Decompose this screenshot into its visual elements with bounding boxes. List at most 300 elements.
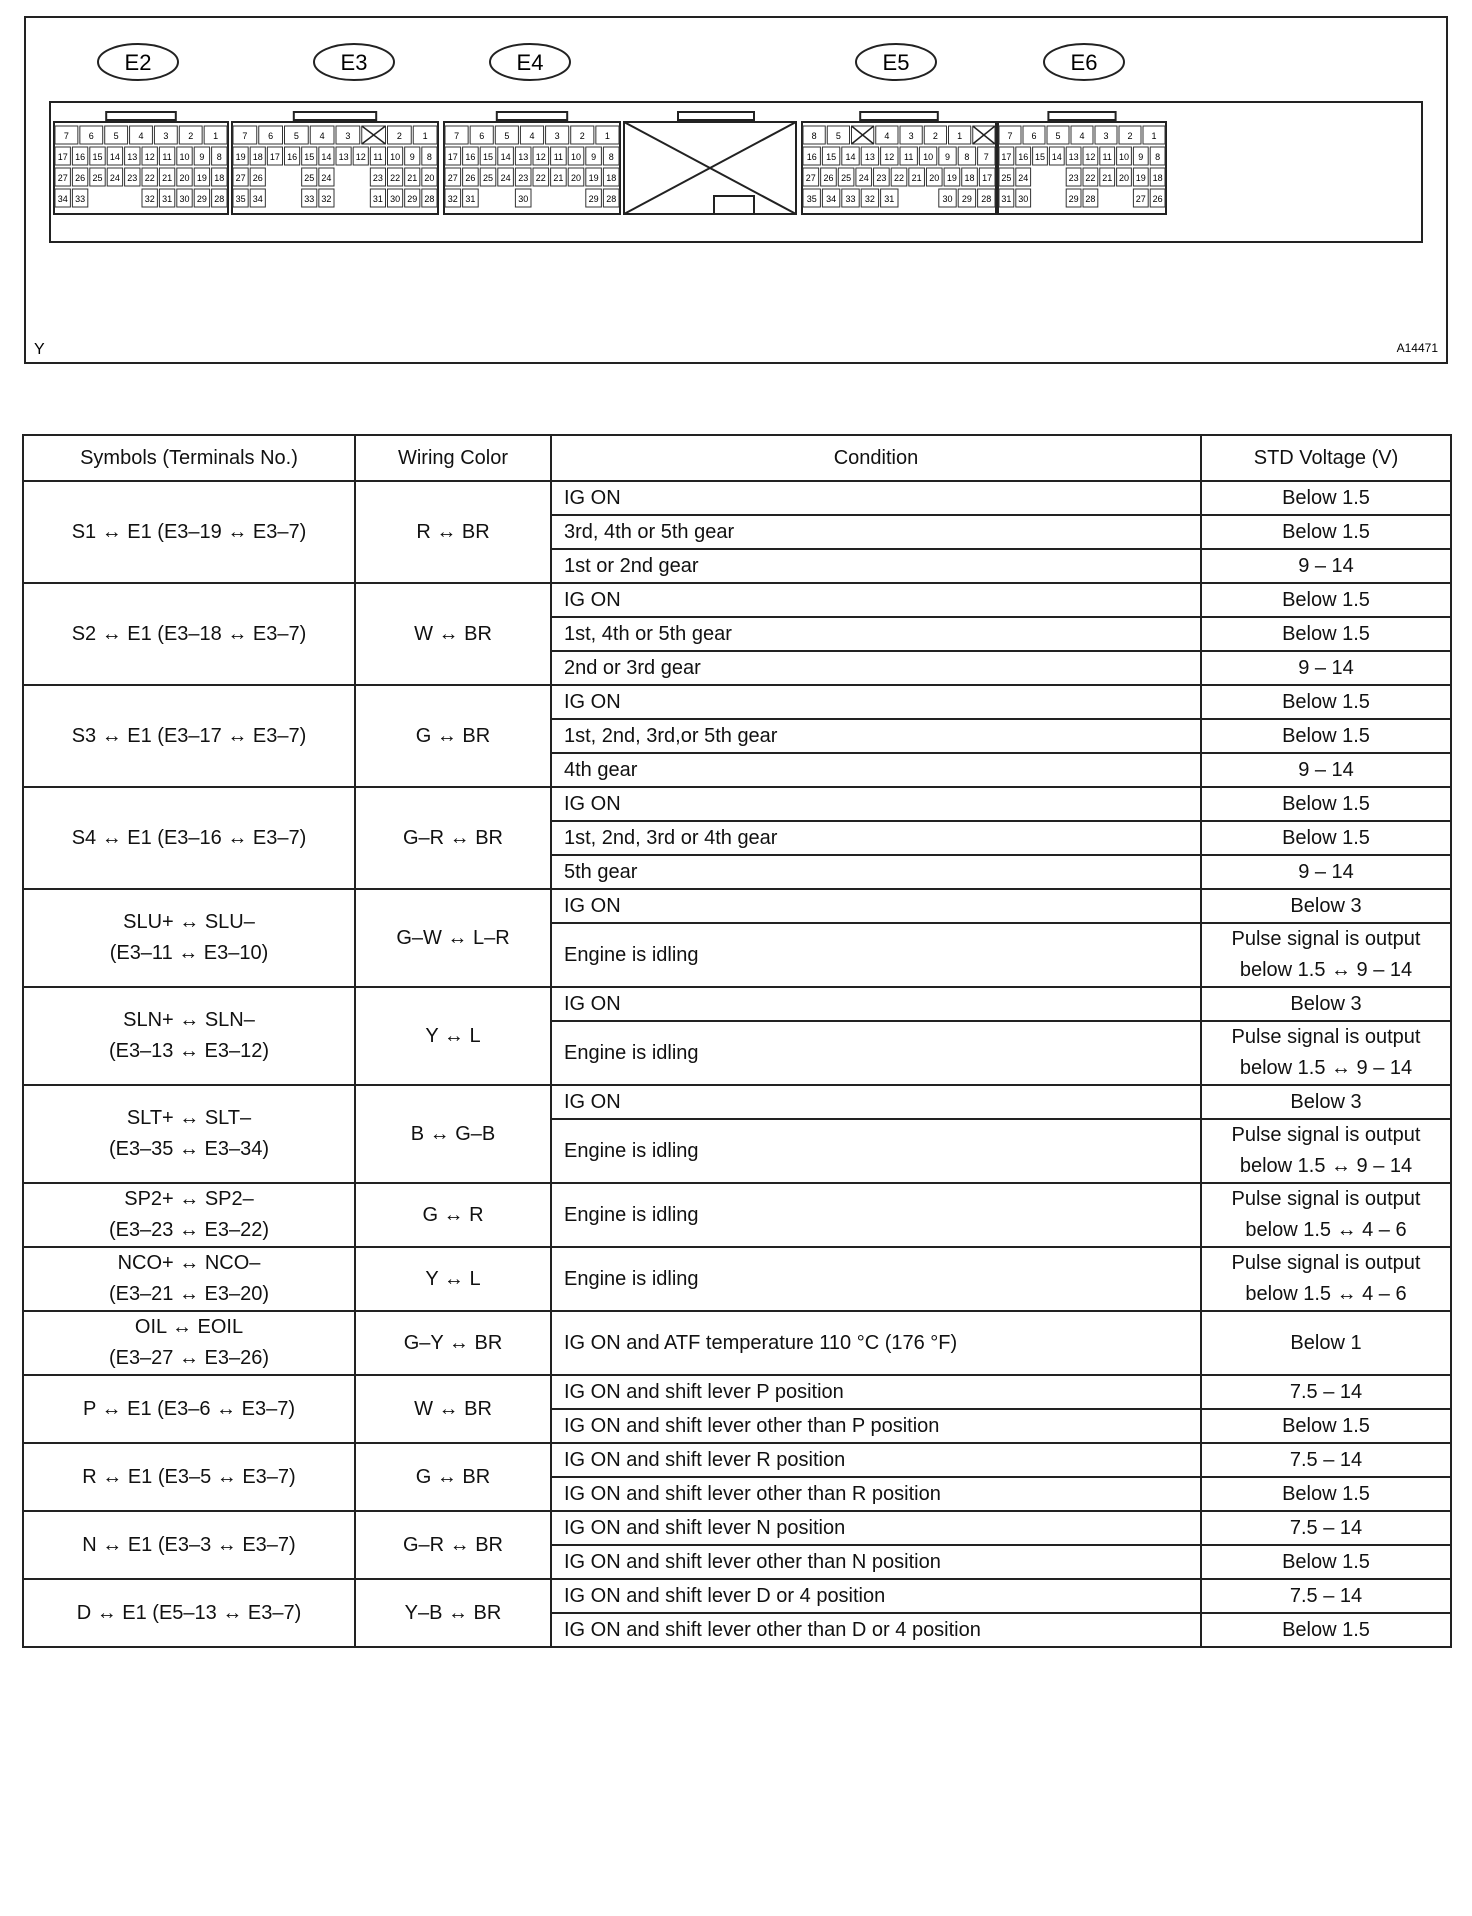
voltage-line: Below 1.5 — [1282, 622, 1370, 645]
pin-number: 31 — [465, 194, 476, 204]
pin-number: 14 — [1051, 152, 1062, 162]
voltage-line: Below 1.5 — [1282, 724, 1370, 747]
pin-number: 8 — [426, 152, 432, 162]
pin-number: 25 — [1001, 173, 1012, 183]
std-voltage-cell — [1201, 1579, 1451, 1613]
symbol-cell — [23, 1511, 355, 1579]
pin-number: 23 — [876, 173, 887, 183]
pin-number: 32 — [321, 194, 332, 204]
voltage-line: Below 1 — [1290, 1331, 1362, 1354]
pin-number: 28 — [214, 194, 225, 204]
pin-number: 29 — [1068, 194, 1079, 204]
pin-number: 4 — [884, 131, 890, 141]
std-voltage-cell — [1201, 1119, 1451, 1183]
wiring-color-cell: R ↔ BR — [355, 481, 551, 583]
condition-cell: 1st, 2nd, 3rd,or 5th gear — [551, 719, 1201, 753]
connector-label-text: E3 — [340, 50, 368, 75]
pin-number: 34 — [252, 194, 263, 204]
voltage-line: 9 – 14 — [1298, 656, 1354, 679]
table-row — [23, 1183, 1451, 1247]
condition-cell: IG ON and shift lever other than N position — [551, 1545, 1201, 1579]
std-voltage-cell — [1201, 685, 1451, 719]
pin-number: 29 — [961, 194, 972, 204]
pin-number: 19 — [235, 152, 246, 162]
condition-cell: IG ON — [551, 481, 1201, 515]
pin-number: 8 — [1155, 152, 1161, 162]
std-voltage-cell — [1201, 1021, 1451, 1085]
symbol-cell — [23, 1375, 355, 1443]
symbol-cell — [23, 1443, 355, 1511]
table-row — [23, 1085, 1451, 1119]
pin-number: 19 — [1135, 173, 1146, 183]
pin-number: 7 — [242, 131, 248, 141]
symbol-cell — [23, 889, 355, 987]
symbol-line: (E3–23 ↔ E3–22) — [108, 1219, 270, 1241]
voltage-table-wrapper — [22, 434, 1450, 1648]
pin-number: 19 — [946, 173, 957, 183]
condition-cell: IG ON and shift lever other than D or 4 position — [551, 1613, 1201, 1647]
voltage-line: Pulse signal is output — [1231, 1124, 1421, 1146]
pin-number: 32 — [144, 194, 155, 204]
std-voltage-cell — [1201, 1085, 1451, 1119]
voltage-line: Pulse signal is output — [1231, 1252, 1421, 1274]
std-voltage-cell — [1201, 1443, 1451, 1477]
pin-number: 11 — [1102, 152, 1112, 162]
condition-cell: 1st, 4th or 5th gear — [551, 617, 1201, 651]
pin-number: 29 — [407, 194, 418, 204]
condition-cell: IG ON — [551, 583, 1201, 617]
pin-number: 3 — [163, 131, 169, 141]
pin-number: 10 — [923, 152, 934, 162]
pin-number: 13 — [338, 152, 349, 162]
pin-number: 16 — [287, 152, 298, 162]
pin-number: 17 — [1001, 152, 1012, 162]
voltage-line: Below 1.5 — [1282, 1414, 1370, 1437]
pin-number: 17 — [982, 173, 993, 183]
pin-number: 10 — [570, 152, 582, 162]
pin-number: 12 — [884, 152, 895, 162]
pin-number: 29 — [196, 194, 207, 204]
wiring-color-cell: G ↔ BR — [355, 685, 551, 787]
std-voltage-cell — [1201, 583, 1451, 617]
pin-number: 24 — [1018, 173, 1029, 183]
table-row — [23, 1511, 1451, 1545]
pin-number: 9 — [591, 152, 597, 162]
pin-number: 25 — [841, 173, 852, 183]
connector-label-e2 — [98, 44, 178, 80]
pin-number: 33 — [75, 194, 86, 204]
wiring-color-cell: B ↔ G–B — [355, 1085, 551, 1183]
pin-number: 21 — [553, 173, 564, 183]
wiring-color-cell: G–R ↔ BR — [355, 1511, 551, 1579]
symbol-line: SLT+ ↔ SLT– — [126, 1107, 252, 1129]
pin-number: 23 — [372, 173, 383, 183]
symbol-line: (E3–35 ↔ E3–34) — [108, 1138, 270, 1160]
wiring-color-cell: W ↔ BR — [355, 583, 551, 685]
std-voltage-cell — [1201, 1183, 1451, 1247]
pin-number: 17 — [57, 152, 68, 162]
pin-number: 7 — [63, 131, 69, 141]
pin-number: 11 — [904, 152, 914, 162]
table-header-row — [23, 435, 1451, 481]
symbol-line: S3 ↔ E1 (E3–17 ↔ E3–7) — [71, 724, 307, 747]
symbol-line: S4 ↔ E1 (E3–16 ↔ E3–7) — [71, 826, 307, 849]
pin-number: 11 — [373, 152, 383, 162]
pin-number: 20 — [1118, 173, 1130, 183]
pin-number: 24 — [858, 173, 869, 183]
table-row — [23, 1375, 1451, 1409]
pin-number: 14 — [109, 152, 120, 162]
std-voltage-cell — [1201, 617, 1451, 651]
pin-number: 23 — [127, 173, 138, 183]
voltage-line: Pulse signal is output — [1231, 1026, 1421, 1048]
connector-label-e4 — [490, 44, 570, 80]
symbol-cell — [23, 1311, 355, 1375]
std-voltage-cell — [1201, 1477, 1451, 1511]
pin-number: 28 — [1085, 194, 1096, 204]
condition-cell: IG ON — [551, 787, 1201, 821]
pin-number: 7 — [983, 152, 989, 162]
table-row — [23, 583, 1451, 617]
symbol-line: (E3–13 ↔ E3–12) — [108, 1040, 270, 1062]
connector-label-text: E2 — [124, 50, 152, 75]
wiring-color-cell: G–R ↔ BR — [355, 787, 551, 889]
symbol-line: R ↔ E1 (E3–5 ↔ E3–7) — [82, 1465, 296, 1488]
condition-cell: IG ON and shift lever other than P position — [551, 1409, 1201, 1443]
symbol-line: (E3–11 ↔ E3–10) — [109, 942, 269, 964]
symbol-line: N ↔ E1 (E3–3 ↔ E3–7) — [82, 1533, 296, 1556]
pin-number: 12 — [1085, 152, 1096, 162]
pin-number: 15 — [1034, 152, 1046, 162]
voltage-line: Below 1.5 — [1282, 588, 1370, 611]
pin-number: 28 — [606, 194, 617, 204]
std-voltage-cell — [1201, 787, 1451, 821]
std-voltage-cell — [1201, 1613, 1451, 1647]
symbol-line: P ↔ E1 (E3–6 ↔ E3–7) — [83, 1397, 295, 1420]
voltage-line: 7.5 – 14 — [1289, 1516, 1363, 1539]
wiring-color-cell: G–Y ↔ BR — [355, 1311, 551, 1375]
condition-cell: IG ON — [551, 685, 1201, 719]
voltage-line: Below 3 — [1290, 1090, 1362, 1113]
pin-number: 26 — [823, 173, 834, 183]
pin-number: 8 — [216, 152, 222, 162]
connector-label-text: E6 — [1070, 50, 1098, 75]
voltage-line: below 1.5 ↔ 9 – 14 — [1239, 959, 1413, 981]
pin-number: 18 — [1152, 173, 1163, 183]
pin-number: 33 — [845, 194, 856, 204]
condition-cell: IG ON and shift lever D or 4 position — [551, 1579, 1201, 1613]
voltage-line: below 1.5 ↔ 9 – 14 — [1239, 1155, 1413, 1177]
pin-number: 19 — [588, 173, 599, 183]
condition-cell: 3rd, 4th or 5th gear — [551, 515, 1201, 549]
symbol-line: SLU+ ↔ SLU– — [123, 911, 255, 933]
pin-number: 4 — [529, 131, 535, 141]
pin-number: 34 — [57, 194, 68, 204]
symbol-line: D ↔ E1 (E5–13 ↔ E3–7) — [76, 1601, 302, 1624]
center-blank-block — [624, 112, 796, 214]
pin-number: 8 — [964, 152, 970, 162]
pin-number: 2 — [579, 131, 585, 141]
condition-cell: Engine is idling — [551, 1247, 1201, 1311]
pin-number: 30 — [942, 194, 953, 204]
pin-number: 11 — [162, 152, 172, 162]
connector-label-e3 — [314, 44, 394, 80]
pin-number: 24 — [321, 173, 332, 183]
symbol-line: S2 ↔ E1 (E3–18 ↔ E3–7) — [71, 622, 307, 645]
pin-block — [998, 112, 1166, 214]
pin-number: 9 — [409, 152, 415, 162]
pin-number: 29 — [588, 194, 599, 204]
symbol-line: SLN+ ↔ SLN– — [123, 1009, 255, 1031]
figure-code: A14471 — [1396, 341, 1438, 355]
pin-number: 2 — [1127, 131, 1133, 141]
pin-number: 22 — [893, 173, 905, 183]
header-symbols: Symbols (Terminals No.) — [23, 435, 355, 481]
pin-number: 13 — [864, 152, 875, 162]
pin-number: 15 — [826, 152, 837, 162]
condition-cell: 4th gear — [551, 753, 1201, 787]
pin-block — [232, 112, 438, 214]
pin-number: 21 — [1102, 173, 1113, 183]
table-row — [23, 481, 1451, 515]
pin-number: 1 — [213, 131, 219, 141]
voltage-line: Below 1.5 — [1282, 520, 1370, 543]
pin-number: 11 — [553, 152, 564, 162]
pin-number: 9 — [1138, 152, 1144, 162]
pin-number: 6 — [1031, 131, 1037, 141]
connector-label-text: E4 — [516, 50, 544, 75]
symbol-line: (E3–21 ↔ E3–20) — [108, 1283, 270, 1305]
pin-number: 32 — [447, 194, 458, 204]
pin-number: 16 — [75, 152, 86, 162]
pin-number: 24 — [109, 173, 120, 183]
pin-number: 30 — [518, 194, 529, 204]
pin-number: 30 — [1018, 194, 1029, 204]
pin-number: 26 — [1152, 194, 1163, 204]
std-voltage-cell — [1201, 1511, 1451, 1545]
pin-number: 28 — [424, 194, 435, 204]
corner-label: Y — [34, 341, 45, 358]
condition-cell: 1st or 2nd gear — [551, 549, 1201, 583]
pin-number: 3 — [554, 131, 560, 141]
pin-block — [54, 112, 228, 214]
std-voltage-cell — [1201, 987, 1451, 1021]
table-row — [23, 889, 1451, 923]
pin-number: 15 — [304, 152, 315, 162]
pin-number: 6 — [88, 131, 94, 141]
condition-cell: IG ON — [551, 1085, 1201, 1119]
std-voltage-cell — [1201, 1247, 1451, 1311]
voltage-line: 9 – 14 — [1298, 860, 1354, 883]
pin-number: 35 — [806, 194, 817, 204]
condition-cell: IG ON and shift lever R position — [551, 1443, 1201, 1477]
voltage-line: 9 – 14 — [1298, 758, 1354, 781]
pin-number: 18 — [252, 152, 263, 162]
pin-number: 5 — [1055, 131, 1061, 141]
pin-number: 9 — [944, 152, 951, 162]
pin-number: 10 — [1118, 152, 1130, 162]
wiring-color-cell: W ↔ BR — [355, 1375, 551, 1443]
std-voltage-cell — [1201, 923, 1451, 987]
symbol-cell — [23, 1085, 355, 1183]
pin-number: 14 — [500, 152, 511, 162]
table-row — [23, 1579, 1451, 1613]
pin-number: 27 — [447, 173, 458, 183]
pin-number: 3 — [1103, 131, 1109, 141]
pin-number: 20 — [424, 173, 435, 183]
voltage-line: below 1.5 ↔ 4 – 6 — [1245, 1219, 1407, 1241]
pin-number: 1 — [604, 131, 610, 141]
symbol-cell — [23, 1579, 355, 1647]
condition-cell: IG ON and shift lever P position — [551, 1375, 1201, 1409]
pin-number: 5 — [113, 131, 119, 141]
pin-number: 22 — [535, 173, 546, 183]
voltage-line: Below 3 — [1290, 894, 1362, 917]
pin-number: 1 — [422, 131, 428, 141]
symbol-line: NCO+ ↔ NCO– — [117, 1252, 261, 1274]
pin-number: 35 — [235, 194, 246, 204]
pin-number: 25 — [482, 173, 494, 183]
pin-number: 4 — [319, 131, 325, 141]
table-row — [23, 1443, 1451, 1477]
pin-number: 2 — [188, 131, 194, 141]
pin-number: 12 — [355, 152, 366, 162]
condition-cell: IG ON — [551, 889, 1201, 923]
pin-number: 26 — [465, 173, 476, 183]
pin-number: 18 — [964, 173, 975, 183]
pin-number: 5 — [293, 131, 299, 141]
voltage-line: Below 3 — [1290, 992, 1362, 1015]
condition-cell: Engine is idling — [551, 1183, 1201, 1247]
condition-cell: 5th gear — [551, 855, 1201, 889]
std-voltage-cell — [1201, 1311, 1451, 1375]
pin-number: 31 — [162, 194, 173, 204]
std-voltage-cell — [1201, 515, 1451, 549]
pin-number: 3 — [345, 131, 351, 141]
pin-number: 12 — [144, 152, 155, 162]
voltage-line: Pulse signal is output — [1231, 1188, 1421, 1210]
pin-number: 5 — [504, 131, 510, 141]
pin-number: 27 — [57, 173, 68, 183]
pin-number: 20 — [570, 173, 582, 183]
pin-number: 31 — [884, 194, 895, 204]
pin-number: 27 — [235, 173, 246, 183]
pin-number: 31 — [372, 194, 383, 204]
condition-cell: IG ON and shift lever N position — [551, 1511, 1201, 1545]
pin-number: 13 — [518, 152, 529, 162]
pin-number: 30 — [179, 194, 190, 204]
header-condition: Condition — [551, 435, 1201, 481]
table-row — [23, 787, 1451, 821]
std-voltage-cell — [1201, 481, 1451, 515]
pin-number: 20 — [179, 173, 190, 183]
std-voltage-cell — [1201, 855, 1451, 889]
connector-label-text: E5 — [882, 50, 910, 75]
voltage-line: 7.5 – 14 — [1289, 1448, 1363, 1471]
pin-number: 34 — [826, 194, 837, 204]
std-voltage-cell — [1201, 1375, 1451, 1409]
condition-cell: Engine is idling — [551, 1021, 1201, 1085]
pin-number: 8 — [608, 152, 614, 162]
pin-number: 13 — [127, 152, 138, 162]
pin-number: 18 — [214, 173, 225, 183]
pin-number: 21 — [162, 173, 173, 183]
pin-number: 27 — [805, 173, 816, 183]
wiring-color-cell: G ↔ R — [355, 1183, 551, 1247]
std-voltage-cell — [1201, 719, 1451, 753]
pin-number: 4 — [138, 131, 144, 141]
condition-cell: Engine is idling — [551, 1119, 1201, 1183]
condition-cell: IG ON and ATF temperature 110 °C (176 °F) — [551, 1311, 1201, 1375]
pin-number: 8 — [811, 131, 817, 141]
condition-cell: 1st, 2nd, 3rd or 4th gear — [551, 821, 1201, 855]
pin-number: 6 — [479, 131, 485, 141]
symbol-line: S1 ↔ E1 (E3–19 ↔ E3–7) — [71, 520, 307, 543]
pin-number: 22 — [144, 173, 155, 183]
pin-number: 19 — [196, 173, 207, 183]
voltage-line: Below 1.5 — [1282, 690, 1370, 713]
voltage-line: Below 1.5 — [1282, 1550, 1370, 1573]
symbol-cell — [23, 787, 355, 889]
pin-number: 3 — [908, 131, 914, 141]
voltage-line: Pulse signal is output — [1231, 928, 1421, 950]
wiring-color-cell: Y ↔ L — [355, 987, 551, 1085]
pin-number: 2 — [396, 131, 402, 141]
symbol-cell — [23, 1183, 355, 1247]
voltage-line: Below 1.5 — [1282, 486, 1370, 509]
pin-number: 18 — [606, 173, 617, 183]
voltage-line: Below 1.5 — [1282, 1618, 1370, 1641]
voltage-line: 7.5 – 14 — [1289, 1380, 1363, 1403]
pin-number: 1 — [1151, 131, 1157, 141]
pin-number: 27 — [1135, 194, 1146, 204]
std-voltage-cell — [1201, 651, 1451, 685]
std-voltage-cell — [1201, 1545, 1451, 1579]
pin-number: 21 — [407, 173, 418, 183]
pin-number: 10 — [179, 152, 190, 162]
pin-number: 33 — [304, 194, 315, 204]
pin-block — [444, 112, 620, 214]
pin-number: 16 — [465, 152, 476, 162]
pin-number: 1 — [957, 131, 963, 141]
pin-number: 31 — [1001, 194, 1012, 204]
condition-cell: IG ON and shift lever other than R position — [551, 1477, 1201, 1511]
pin-number: 26 — [252, 173, 263, 183]
pin-number: 25 — [304, 173, 315, 183]
pin-number: 32 — [864, 194, 875, 204]
voltage-line: below 1.5 ↔ 4 – 6 — [1245, 1283, 1407, 1305]
pin-number: 17 — [447, 152, 458, 162]
pin-number: 12 — [535, 152, 546, 162]
pin-number: 4 — [1079, 131, 1085, 141]
pin-number: 5 — [835, 131, 841, 141]
pin-number: 16 — [1018, 152, 1029, 162]
pin-number: 10 — [390, 152, 401, 162]
pin-number: 13 — [1068, 152, 1079, 162]
symbol-cell — [23, 1247, 355, 1311]
pin-number: 23 — [518, 173, 529, 183]
pin-number: 9 — [199, 152, 205, 162]
pin-number: 15 — [92, 152, 103, 162]
pin-number: 21 — [911, 173, 922, 183]
terminal-voltage-table — [22, 434, 1452, 1648]
header-std-voltage: STD Voltage (V) — [1201, 435, 1451, 481]
connector-diagram — [24, 16, 1448, 364]
pin-number: 24 — [500, 173, 511, 183]
std-voltage-cell — [1201, 821, 1451, 855]
wiring-color-cell: G ↔ BR — [355, 1443, 551, 1511]
condition-cell: 2nd or 3rd gear — [551, 651, 1201, 685]
